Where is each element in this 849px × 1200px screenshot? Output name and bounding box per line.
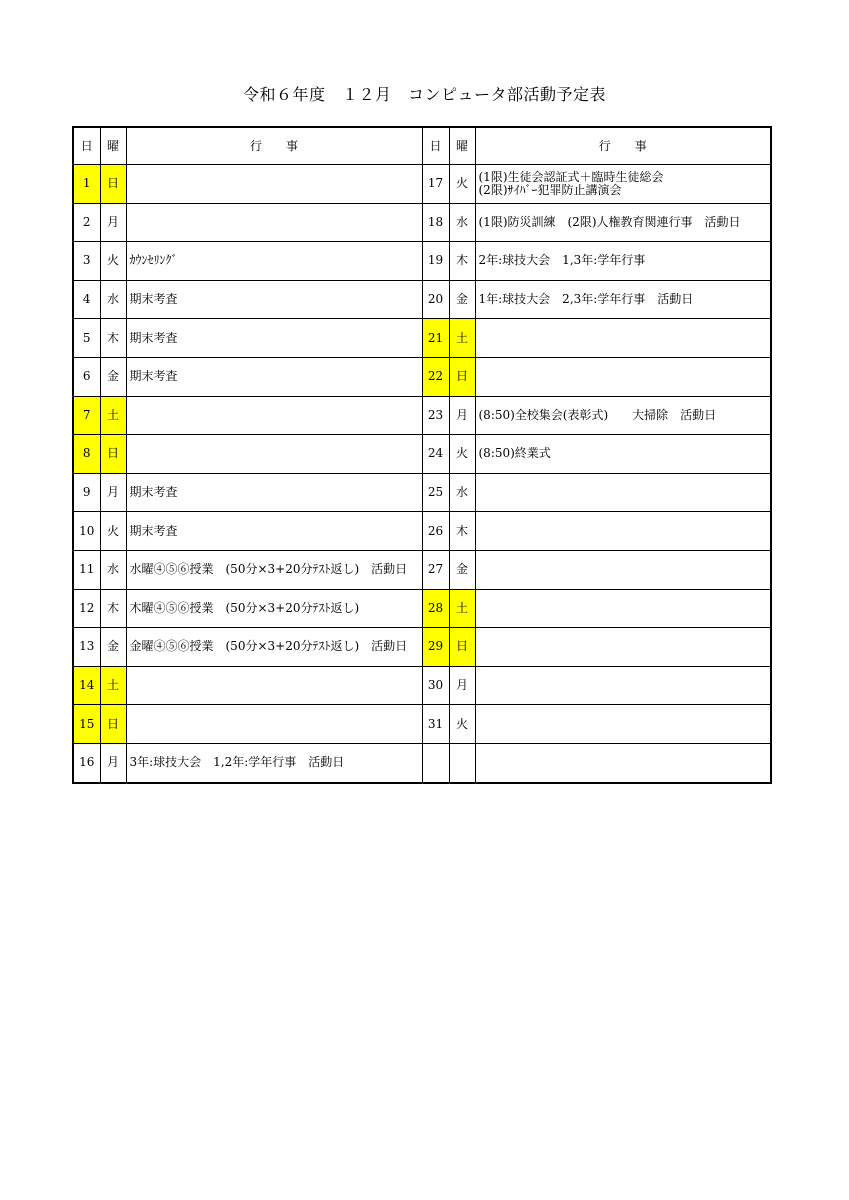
- weekday-cell: 水: [100, 550, 126, 589]
- day-cell: 23: [422, 396, 449, 435]
- day-cell: 25: [422, 473, 449, 512]
- table-row: [73, 242, 771, 281]
- table-row: [73, 357, 771, 396]
- day-cell: 31: [422, 705, 449, 744]
- event-cell: [475, 319, 771, 358]
- weekday-cell: 日: [449, 357, 475, 396]
- event-cell: 金曜④⑤⑥授業 (50分×3+20分ﾃｽﾄ返し) 活動日: [126, 628, 422, 667]
- day-cell: 9: [73, 473, 100, 512]
- event-cell: [475, 705, 771, 744]
- weekday-cell: 木: [449, 512, 475, 551]
- header-day: 日: [73, 127, 100, 165]
- header-day: 日: [422, 127, 449, 165]
- event-cell: [126, 203, 422, 242]
- weekday-cell: 土: [449, 589, 475, 628]
- day-cell: 30: [422, 666, 449, 705]
- table-row: [73, 280, 771, 319]
- event-cell: 期末考査: [126, 512, 422, 551]
- event-cell: [475, 473, 771, 512]
- event-cell: [475, 666, 771, 705]
- event-cell: [475, 550, 771, 589]
- day-cell: 6: [73, 357, 100, 396]
- event-cell: [126, 705, 422, 744]
- table-row: [73, 705, 771, 744]
- event-cell: (8:50)全校集会(表彰式) 大掃除 活動日: [475, 396, 771, 435]
- table-row: [73, 589, 771, 628]
- weekday-cell: 火: [449, 705, 475, 744]
- table-row: [73, 319, 771, 358]
- event-cell: 期末考査: [126, 473, 422, 512]
- weekday-cell: 水: [449, 203, 475, 242]
- weekday-cell: 水: [449, 473, 475, 512]
- day-cell: 21: [422, 319, 449, 358]
- weekday-cell: 日: [100, 705, 126, 744]
- weekday-cell: 月: [100, 203, 126, 242]
- header-event: 行 事: [475, 127, 771, 165]
- event-cell: 期末考査: [126, 280, 422, 319]
- weekday-cell: [449, 743, 475, 782]
- day-cell: 27: [422, 550, 449, 589]
- weekday-cell: 土: [100, 666, 126, 705]
- day-cell: 18: [422, 203, 449, 242]
- event-cell: [475, 512, 771, 551]
- weekday-cell: 土: [449, 319, 475, 358]
- schedule-table: [72, 126, 772, 784]
- weekday-cell: 木: [449, 242, 475, 281]
- event-line: (2限)ｻｲﾊﾞｰ犯罪防止講演会: [478, 182, 622, 197]
- event-cell: 水曜④⑤⑥授業 (50分×3+20分ﾃｽﾄ返し) 活動日: [126, 550, 422, 589]
- day-cell: 13: [73, 628, 100, 667]
- day-cell: 15: [73, 705, 100, 744]
- table-row: [73, 512, 771, 551]
- day-cell: 19: [422, 242, 449, 281]
- day-cell: 16: [73, 743, 100, 782]
- weekday-cell: 火: [100, 512, 126, 551]
- weekday-cell: 木: [100, 319, 126, 358]
- day-cell: 26: [422, 512, 449, 551]
- day-cell: 22: [422, 357, 449, 396]
- event-cell: [475, 628, 771, 667]
- table-row: [73, 203, 771, 242]
- weekday-cell: 日: [449, 628, 475, 667]
- event-cell: 2年:球技大会 1,3年:学年行事: [475, 242, 771, 281]
- weekday-cell: 火: [449, 435, 475, 474]
- event-cell: 1年:球技大会 2,3年:学年行事 活動日: [475, 280, 771, 319]
- day-cell: 7: [73, 396, 100, 435]
- day-cell: 17: [422, 165, 449, 204]
- table-row: [73, 743, 771, 782]
- event-cell: 3年:球技大会 1,2年:学年行事 活動日: [126, 743, 422, 782]
- weekday-cell: 月: [449, 666, 475, 705]
- event-cell: 期末考査: [126, 357, 422, 396]
- weekday-cell: 金: [449, 550, 475, 589]
- table-row: [73, 550, 771, 589]
- day-cell: 11: [73, 550, 100, 589]
- weekday-cell: 木: [100, 589, 126, 628]
- header-weekday: 曜: [100, 127, 126, 165]
- table-row: [73, 165, 771, 204]
- table-row: [73, 396, 771, 435]
- weekday-cell: 月: [100, 743, 126, 782]
- table-row: [73, 473, 771, 512]
- weekday-cell: 日: [100, 435, 126, 474]
- day-cell: 28: [422, 589, 449, 628]
- event-line: (1限)生徒会認証式＋臨時生徒総会: [478, 169, 664, 184]
- day-cell: 4: [73, 280, 100, 319]
- weekday-cell: 金: [100, 357, 126, 396]
- day-cell: 29: [422, 628, 449, 667]
- day-cell: 2: [73, 203, 100, 242]
- event-cell: 木曜④⑤⑥授業 (50分×3+20分ﾃｽﾄ返し): [126, 589, 422, 628]
- day-cell: [422, 743, 449, 782]
- event-cell: [475, 165, 771, 204]
- day-cell: 12: [73, 589, 100, 628]
- event-cell: (8:50)終業式: [475, 435, 771, 474]
- event-cell: [475, 743, 771, 782]
- day-cell: 8: [73, 435, 100, 474]
- day-cell: 20: [422, 280, 449, 319]
- weekday-cell: 金: [100, 628, 126, 667]
- table-header-row: [73, 127, 771, 165]
- weekday-cell: 土: [100, 396, 126, 435]
- day-cell: 3: [73, 242, 100, 281]
- weekday-cell: 金: [449, 280, 475, 319]
- table-row: [73, 435, 771, 474]
- weekday-cell: 日: [100, 165, 126, 204]
- event-cell: [126, 396, 422, 435]
- day-cell: 24: [422, 435, 449, 474]
- day-cell: 5: [73, 319, 100, 358]
- day-cell: 14: [73, 666, 100, 705]
- weekday-cell: 月: [100, 473, 126, 512]
- event-cell: [475, 357, 771, 396]
- page-title: 令和６年度 １２月 コンピュータ部活動予定表: [242, 85, 606, 104]
- weekday-cell: 火: [449, 165, 475, 204]
- weekday-cell: 月: [449, 396, 475, 435]
- event-cell: [126, 165, 422, 204]
- weekday-cell: 火: [100, 242, 126, 281]
- event-cell: ｶｳﾝｾﾘﾝｸﾞ: [126, 242, 422, 281]
- header-weekday: 曜: [449, 127, 475, 165]
- table-row: [73, 666, 771, 705]
- event-cell: [126, 666, 422, 705]
- event-cell: (1限)防災訓練 (2限)人権教育関連行事 活動日: [475, 203, 771, 242]
- day-cell: 1: [73, 165, 100, 204]
- day-cell: 10: [73, 512, 100, 551]
- header-event: 行 事: [126, 127, 422, 165]
- event-cell: 期末考査: [126, 319, 422, 358]
- event-cell: [475, 589, 771, 628]
- weekday-cell: 水: [100, 280, 126, 319]
- table-row: [73, 628, 771, 667]
- event-cell: [126, 435, 422, 474]
